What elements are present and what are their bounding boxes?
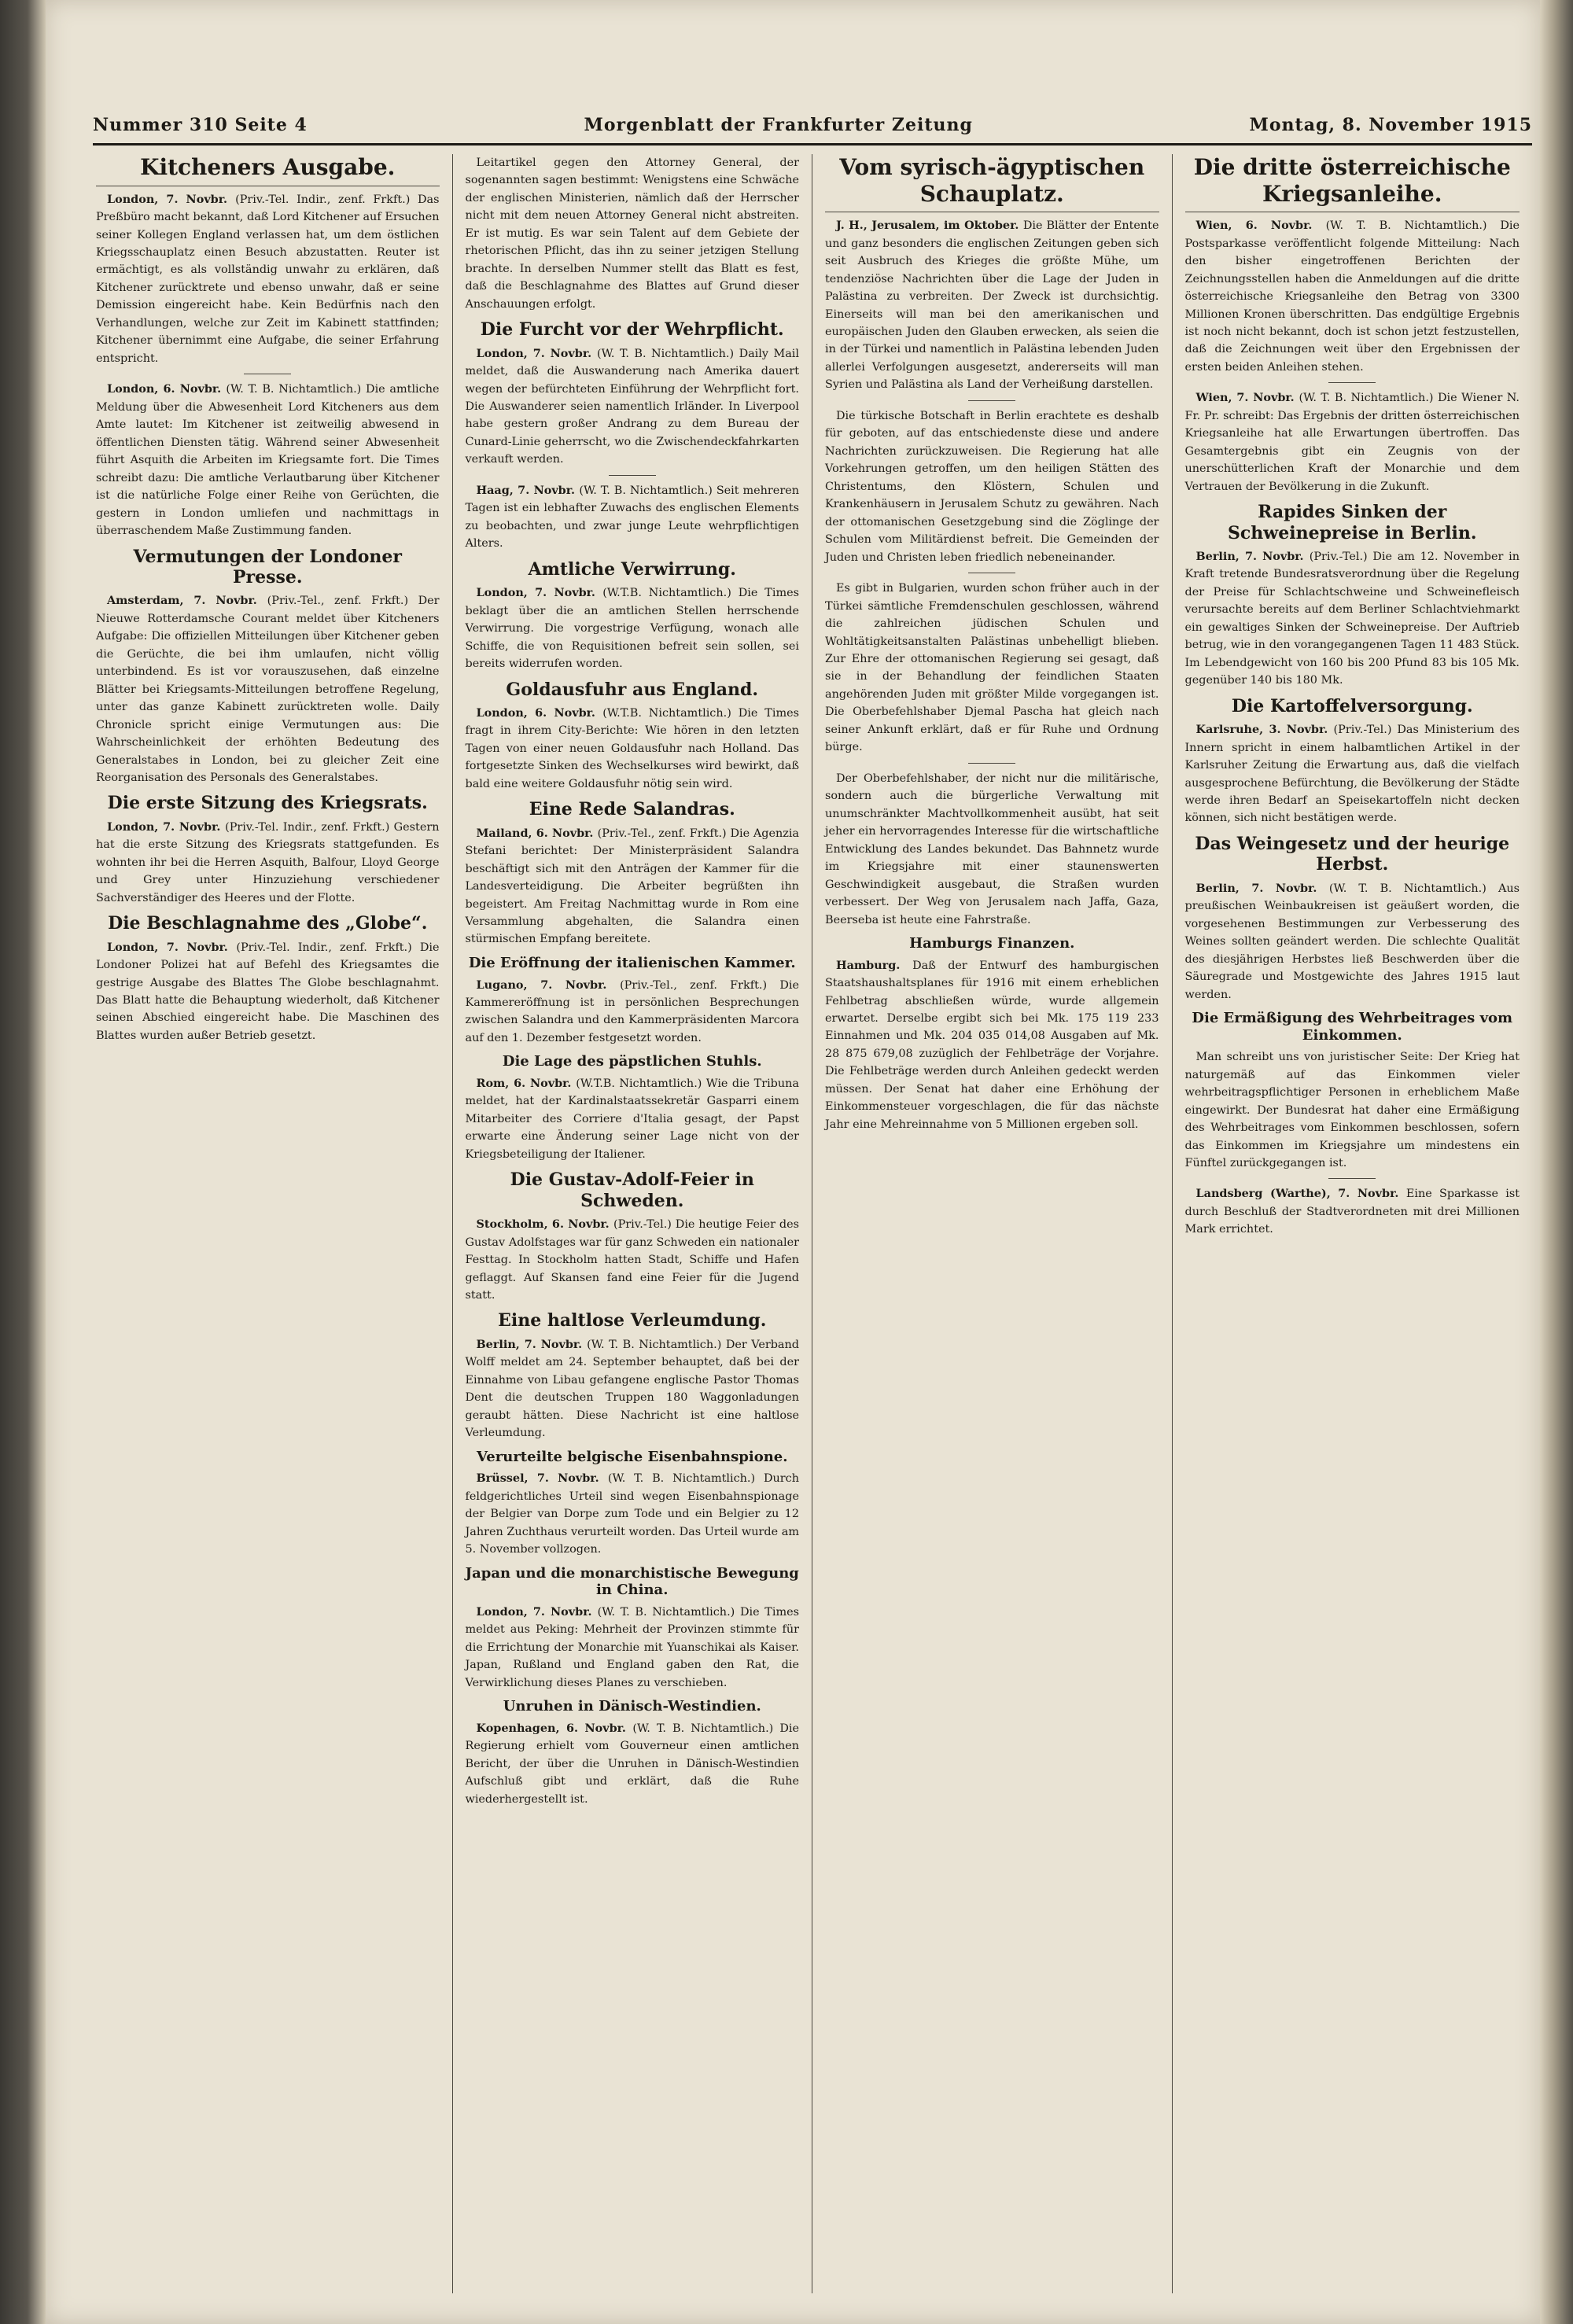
article-dateline: Amsterdam, 7. Novbr. xyxy=(107,594,267,608)
article-source: (W. T. B. Nichtamtlich.) xyxy=(1328,882,1498,895)
article-text: Der Nieuwe Rotterdamsche Courant meldet über Kitcheners Aufgabe: Die offiziellen Mitteilungen über Kitchener geben die Gerüchte, die bei ihm umlaufen, nicht völlig unterbindend. Es ist vor vorauszusehen, daß einzelne Blätter bei Kriegsamts-Mitteilungen betroffene Regelung, unter das ganze Kabinett zurücktreten wolle. Daily Chronicle spricht einige Vermutungen aus: Die Wahrscheinlichkeit der erhöhten Bedeutung des Generalstabes in London, bei zu gleicher Zeit eine Reorganisation des Personals des Generalstabes. xyxy=(96,595,440,784)
article-text: Die Times beklagt über die an amtlichen Stellen herrschende Verwirrung. Die vorgestrige Verfügung, wonach alle Schiffe, die von Requisitionen befreit sein sollen, sei bereits widerrufen worden. xyxy=(465,587,799,671)
article-body xyxy=(466,154,800,313)
article-text: Leitartikel gegen den Attorney General, der sogenannten sagen bestimmt: Wenigstens eine Schwäche der englischen Ministerien, nämlich daß der Herrscher nicht mit dem neuen Attorney General nicht abstreiten. Er ist mutig. Es war sein Talent auf dem Gebiete der rhetorischen Pflicht, das ihn zu seiner jetzigen Stellung brachte. In derselben Nummer stellt das Blatt es fest, daß die Beschlagnahme des Blattes auf Grund dieser Anschauungen erfolgt. xyxy=(465,157,799,311)
article-body xyxy=(825,407,1159,566)
article-body xyxy=(96,939,440,1045)
article-headline: Verurteilte belgische Eisenbahnspione. xyxy=(476,1448,788,1465)
article-text: Die Times fragt in ihrem City-Berichte: Wie hören in den letzten Tagen von einer neuen Goldausfuhr nach Holland. Das fortgesetzte Sinken des Wechselkurses wird bewirkt, daß bald eine weitere Goldausfuhr nötig sein wird. xyxy=(465,706,799,790)
article-source: (Priv.-Tel.) xyxy=(1333,724,1398,737)
article xyxy=(1185,382,1520,495)
article xyxy=(825,935,1159,1133)
article xyxy=(466,1565,800,1692)
article-body xyxy=(96,592,440,786)
article xyxy=(466,319,800,469)
article-text: Der Oberbefehlshaber, der nicht nur die militärische, sondern auch die bürgerliche Verwaltung mit unumschränkter Machtvollkommenheit ausübt, hat seit jeher ein hervorragendes Interesse für die wirtschaftliche Entwicklung des Landes bekundet. Das Bahnnetz wurde im Kriegsjahre mit einer staunenswerten Geschwindigkeit ausgebaut, die Straßen wurden verbessert. Der Weg von Jerusalem nach Jaffa, Gaza, Beerseba ist heute eine Fahrstraße. xyxy=(825,772,1159,926)
article xyxy=(466,1053,800,1163)
article-text: Durch feldgerichtliches Urteil sind wegen Eisenbahnspionage der Belgier van Dorpe zum Tode und ein Belgier zu 12 Jahren Zuchthaus verurteilt worden. Das Urteil wurde am 5. November vollzogen. xyxy=(465,1472,799,1556)
article-text: Die Londoner Polizei hat auf Befehl des Kriegsamtes die gestrige Ausgabe des Blattes The Globe beschlagnahmt. Das Blatt hatte die Behauptung wiederholt, daß Kitchener seinen Abschied eingereicht habe. Die Maschinen des Blattes wurden außer Betrieb gesetzt. xyxy=(96,941,440,1042)
article-dateline: Haag, 7. Novbr. xyxy=(476,483,580,497)
article-dateline: Wien, 6. Novbr. xyxy=(1195,219,1326,233)
article-text: Die Wiener N. Fr. Pr. schreibt: Das Ergebnis der dritten österreichischen Kriegsanleihe hat alle Erwartungen übertroffen. Das Gesamtergebnis gibt ein Zeugnis von der unerschütterlichen Kraft der Monarchie und dem Vertrauen der Bevölkerung in die Zukunft. xyxy=(1184,392,1520,493)
article xyxy=(1185,154,1520,376)
article-text: Eine Sparkasse ist durch Beschluß der Stadtverordneten mit drei Millionen Mark errichtet. xyxy=(1184,1188,1520,1236)
article xyxy=(825,400,1159,566)
article-text: Die Times meldet aus Peking: Mehrheit der Provinzen stimmte für die Errichtung der Monarchie mit Yuanschikai als Kaiser. Japan, Rußland und England gaben den Rat, die Verwirklichung dieses Planes zu verschieben. xyxy=(465,1605,800,1689)
article-source: (W. T. B. Nichtamtlich.) xyxy=(632,1722,780,1735)
article-dateline: London, 7. Novbr. xyxy=(476,586,603,600)
article-headline: Die Ermäßigung des Wehrbeitrages vom Einkommen. xyxy=(1192,1010,1513,1044)
article-source: (W. T. B. Nichtamtlich.) xyxy=(1325,219,1501,233)
article-dateline: London, 7. Novbr. xyxy=(107,819,226,834)
article-body xyxy=(466,584,800,672)
article xyxy=(1185,1010,1520,1172)
article-source: (Priv.-Tel., zenf. Frkft.) xyxy=(267,595,418,608)
article xyxy=(466,680,800,794)
article-dateline: London, 7. Novbr. xyxy=(476,1604,598,1619)
article xyxy=(96,547,440,787)
column-1 xyxy=(93,154,453,2293)
article-body xyxy=(825,217,1159,394)
article-separator xyxy=(1328,382,1376,383)
article-body xyxy=(1185,389,1520,495)
article xyxy=(466,559,800,673)
book-binding xyxy=(0,0,46,2324)
article xyxy=(466,1698,800,1808)
article-dateline: London, 7. Novbr. xyxy=(107,940,237,954)
article-dateline: London, 6. Novbr. xyxy=(107,382,227,396)
article-dateline: London, 7. Novbr. xyxy=(476,346,597,360)
article-headline: Die Lage des päpstlichen Stuhls. xyxy=(502,1053,762,1070)
article-source: (W. T. B. Nichtamtlich.) xyxy=(579,484,717,497)
article-source: (Priv.-Tel., zenf. Frkft.) xyxy=(597,827,731,840)
article xyxy=(1185,834,1520,1004)
article-body xyxy=(1185,1048,1520,1172)
article-source: (W.T.B. Nichtamtlich.) xyxy=(576,1077,706,1090)
article-body xyxy=(96,191,440,368)
article-body xyxy=(466,1336,800,1442)
article-headline: Eine Rede Salandras. xyxy=(529,799,735,820)
article-headline: Rapides Sinken der Schweinepreise in Berlin. xyxy=(1228,502,1477,543)
article-body xyxy=(825,770,1159,929)
article-dateline: Wien, 7. Novbr. xyxy=(1195,391,1299,405)
newspaper-title: Morgenblatt der Frankfurter Zeitung xyxy=(584,115,973,135)
article xyxy=(466,955,800,1047)
article-text: Das Ministerium des Innern spricht in einem halbamtlichen Artikel in der Karlsruher Zeitung die Erwartung aus, daß die vielfach ausgesprochene Befürchtung, die Bevölkerung der Städte werde ihren Bedarf an Speisekartoffeln nicht decken können, sich nicht bestätigen werde. xyxy=(1184,724,1520,825)
article-text: Die am 12. November in Kraft tretende Bundesratsverordnung über die Regelung der Preise für Schlachtschweine und Schweinefleisch verursachte bereits auf dem Berliner Schlachtviehmarkt ein gewaltiges Sinken der Schweinepreise. Der Auftrieb betrug, wie in den vorangegangenen Tagen 11 483 Stück. Im Lebendgewicht von 160 bis 200 Pfund 83 bis 105 Mk. gegenüber 140 bis 180 Mk. xyxy=(1184,551,1520,687)
article-columns xyxy=(93,154,1532,2293)
article-dateline: London, 7. Novbr. xyxy=(107,192,236,206)
article xyxy=(466,1169,800,1304)
article xyxy=(1185,502,1520,690)
article-headline: Eine haltlose Verleumdung. xyxy=(498,1310,767,1331)
article-body xyxy=(466,1470,800,1558)
article xyxy=(825,763,1159,929)
newspaper-page xyxy=(46,0,1540,2324)
article xyxy=(466,1310,800,1442)
article-dateline: Berlin, 7. Novbr. xyxy=(476,1337,588,1351)
article-dateline: Rom, 6. Novbr. xyxy=(476,1076,577,1090)
article-body xyxy=(466,705,800,793)
column-4 xyxy=(1173,154,1533,2293)
article-text: Die türkische Botschaft in Berlin erachtete es deshalb für geboten, auf das entschiedenste diese und andere Nachrichten zurückzuweisen. Die Regierung hat alle Vorkehrungen getroffen, um den heiligen Stätten des Christentums, den Klöstern, Schulen und Krankenhäusern in Jerusalem Schutz zu gewähren. Nach der ottomanischen Gesetzgebung sind die Zöglinge der Schulen vom Militärdienst befreit. Die Gemeinden der Juden und Christen leben friedlich nebeneinander. xyxy=(825,409,1159,564)
article xyxy=(466,475,800,553)
article-text: Die amtliche Meldung über die Abwesenheit Lord Kitcheners aus dem Amte lautet: Im Kitchener ist zeitweilig abwesend in öffentlichen Diensten tätig. Während seiner Abwesenheit führt Asquith die Arbeiten im Kriegsamte fort. Die Times schreibt dazu: Die amtliche Verlautbarung über Kitchener ist die natürliche Folge einer Reihe von Gerüchten, die gestern in London umliefen und nachmittags in überraschendem Maße Zustimmung fanden. xyxy=(96,383,440,538)
article-body xyxy=(466,1216,800,1304)
article-headline: Das Weingesetz und der heurige Herbst. xyxy=(1195,833,1510,875)
article-separator xyxy=(968,763,1015,764)
article xyxy=(96,913,440,1044)
article-body xyxy=(96,819,440,907)
article-body xyxy=(1185,1185,1520,1238)
article-body xyxy=(96,381,440,540)
article-dateline: London, 6. Novbr. xyxy=(476,705,603,720)
article-text: Der Verband Wolff meldet am 24. September behauptet, daß bei der Einnahme von Libau gefangene englische Pastor Thomas Dent die deutschen Truppen 180 Waggonladungen geraubt hätten. Diese Nachricht ist eine haltlose Verleumdung. xyxy=(465,1338,799,1440)
article-body xyxy=(1185,217,1520,376)
article-dateline: J. H., Jerusalem, im Oktober. xyxy=(836,219,1023,233)
column-3 xyxy=(812,154,1173,2293)
article-source: (Priv.-Tel.) xyxy=(613,1218,676,1232)
article-headline: Vermutungen der Londoner Presse. xyxy=(133,546,402,587)
article xyxy=(1185,1178,1520,1238)
article-separator xyxy=(1328,1178,1376,1179)
article xyxy=(96,793,440,907)
article-text: Daß der Entwurf des hamburgischen Staatshaushaltsplanes für 1916 mit einem erheblichen Fehlbetrag abschließen würde, wurde allgemein erwartet. Derselbe ergibt sich bei Mk. 175 119 233 Einnahmen und Mk. 204 035 014,08 Ausgaben auf Mk. 28 875 679,08 zuzüglich der Fehlbeträge der Vorjahre. Die Fehlbeträge werden durch Anleihen gedeckt werden müssen. Der Senat hat daher eine Erhöhung der Einkommensteuer vorgeschlagen, die für das nächste Jahr eine Mehreinnahme von 5 Millionen ergeben soll. xyxy=(825,959,1159,1131)
article-text: Das Preßbüro macht bekannt, daß Lord Kitchener auf Ersuchen seiner Kollegen England verlassen hat, um dem östlichen Kriegsschauplatz einen Besuch abzustatten. Reuter ist ermächtigt, es als vollständig unwahr zu erklären, daß Kitchener zurücktrete und ebenso unwahr, daß er seine Demission eingereicht habe. Kein Bedürfnis nach den Verhandlungen, welche zur Zeit im Kabinett stattfinden; Kitchener übernimmt eine Aufgabe, die seiner Erfahrung entspricht. xyxy=(96,193,440,365)
article-headline: Kitcheners Ausgabe. xyxy=(96,154,440,186)
article-source: (W. T. B. Nichtamtlich.) xyxy=(597,1605,740,1619)
article xyxy=(466,1449,800,1559)
article-body xyxy=(466,1604,800,1692)
article-dateline: Brüssel, 7. Novbr. xyxy=(476,1471,608,1486)
article-body xyxy=(466,482,800,553)
article-source: (Priv.-Tel.) xyxy=(1309,551,1373,563)
article-body xyxy=(825,580,1159,757)
article-dateline: Hamburg. xyxy=(836,958,913,972)
article-headline: Hamburgs Finanzen. xyxy=(909,935,1075,952)
article-dateline: Berlin, 7. Novbr. xyxy=(1195,881,1329,895)
article-source: (Priv.-Tel. Indir., zenf. Frkft.) xyxy=(225,820,394,834)
article-text: Daily Mail meldet, daß die Auswanderung nach Amerika dauert wegen der befürchteten Einführung der Wehrpflicht fort. Die Auswanderer seien namentlich Irländer. In Liverpool habe gestern großer Andrang zu dem Bureau der Cunard-Linie geherrscht, wo die Zwischendeckfahrkarten verkauft werden. xyxy=(465,347,799,466)
article-separator xyxy=(609,475,656,476)
issue-number: Nummer 310 Seite 4 xyxy=(93,115,308,135)
article xyxy=(825,573,1159,757)
article xyxy=(1185,696,1520,827)
article-source: (W. T. B. Nichtamtlich.) xyxy=(226,383,367,396)
article-dateline: Stockholm, 6. Novbr. xyxy=(476,1217,613,1232)
page-edge xyxy=(1540,0,1573,2324)
article-dateline: Kopenhagen, 6. Novbr. xyxy=(476,1721,633,1735)
article-text: Die heutige Feier des Gustav Adolfstages war für ganz Schweden ein nationaler Festtag. In Stockholm hatten Stadt, Schiffe und Hafen geflaggt. Auf Skansen fand eine Feier für die Jugend statt. xyxy=(465,1218,800,1302)
article-text: Die Blätter der Entente und ganz besonders die englischen Zeitungen geben sich seit Ausbruch des Krieges die größte Mühe, um tendenziöse Nachrichten über die Lage der Juden in Palästina zu verbreiten. Der Zweck ist durchsichtig. Einerseits will man bei den amerikanischen und europäischen Juden den Glauben erwecken, als seien die in der Türkei und namentlich in Palästina lebenden Juden allerlei Verfolgungen ausgesetzt, andererseits will man Syrien und Palästina als Land der Verheißung darstellen. xyxy=(825,219,1159,392)
article-headline: Die Gustav-Adolf-Feier in Schweden. xyxy=(510,1169,754,1211)
page-header xyxy=(93,107,1532,145)
article-dateline: Berlin, 7. Novbr. xyxy=(1195,550,1310,563)
article-dateline: Mailand, 6. Novbr. xyxy=(476,826,598,840)
article-text: Die Kammereröffnung ist in persönlichen Besprechungen zwischen Salandra und den Kammerpräsidenten Marcora auf den 1. Dezember festgesetzt worden. xyxy=(465,978,799,1044)
article-dateline: Karlsruhe, 3. Novbr. xyxy=(1195,723,1334,737)
article-text: Wie die Tribuna meldet, hat der Kardinalstaatssekretär Gasparri einem Mitarbeiter des Corriere d'Italia gesagt, der Papst erwarte eine Änderung seiner Lage nicht von der Kriegsbeteiligung der Italiener. xyxy=(465,1077,799,1161)
article xyxy=(466,154,800,313)
article-headline: Die Eröffnung der italienischen Kammer. xyxy=(468,954,796,971)
article-headline: Unruhen in Dänisch-Westindien. xyxy=(503,1698,761,1715)
article xyxy=(466,799,800,948)
issue-date: Montag, 8. November 1915 xyxy=(1249,115,1532,135)
article-headline: Amtliche Verwirrung. xyxy=(528,558,736,580)
article-text: Seit mehreren Tagen ist ein lebhafter Zuwachs des englischen Elements zu beobachten, und zwar junge Leute wehrpflichtigen Alters. xyxy=(465,484,799,551)
article-body xyxy=(466,1720,800,1808)
article-text: Gestern hat die erste Sitzung des Kriegsrats stattgefunden. Es wohnten ihr bei die Herren Asquith, Balfour, Lloyd George und Grey unter Hinzuziehung verschiedener Sachverständiger des Heeres und der Flotte. xyxy=(96,820,440,904)
article-source: (Priv.-Tel., zenf. Frkft.) xyxy=(620,978,780,992)
article-body xyxy=(466,977,800,1048)
article-text: Die Regierung erhielt vom Gouverneur einen amtlichen Bericht, der über die Unruhen in Dänisch-Westindien Aufschluß gibt und erklärt, daß die Ruhe wiederhergestellt ist. xyxy=(465,1722,799,1806)
article-body xyxy=(466,345,800,469)
article-text: Es gibt in Bulgarien, wurden schon früher auch in der Türkei sämtliche Fremdenschulen geschlossen, während die zahlreichen jüdischen Schulen und Wohltätigkeitsanstalten Palästinas unbehelligt blieben. Zur Ehre der ottomanischen Regierung sei gesagt, daß sie in der Behandlung der feindlichen Staaten angehörenden Juden mit größter Milde vorgegangen ist. Die Oberbefehlshaber Djemal Pascha hat gleich nach seiner Ankunft erklärt, daß er für Ruhe und Ordnung bürge. xyxy=(825,582,1159,754)
article-body xyxy=(825,957,1159,1134)
article-source: (Priv.-Tel. Indir., zenf. Frkft.) xyxy=(235,193,418,206)
column-2 xyxy=(453,154,813,2293)
article-headline: Die Furcht vor der Wehrpflicht. xyxy=(480,319,784,341)
article-source: (W. T. B. Nichtamtlich.) xyxy=(587,1338,726,1351)
article-source: (W. T. B. Nichtamtlich.) xyxy=(1299,392,1438,405)
article-source: (Priv.-Tel. Indir., zenf. Frkft.) xyxy=(236,941,420,954)
article-body xyxy=(1185,880,1520,1004)
article-text: Aus preußischen Weinbaukreisen ist geäußert worden, die vorgesehenen Bestimmungen zur Verbesserung des Weines sollten geändert werden. Die schlechte Qualität des diesjährigen Herbstes ließ Beschwerden über die Säuregrade und Mostgewichte des Jahres 1915 laut werden. xyxy=(1184,882,1520,1001)
article-dateline: Lugano, 7. Novbr. xyxy=(476,978,621,992)
article-separator xyxy=(968,400,1015,401)
article-text: Die Agenzia Stefani berichtet: Der Ministerpräsident Salandra beschäftigt sich mit den Anträgen der Kammer für die Landesverteidigung. Die Arbeiter begrüßten ihn begeistert. Am Freitag Nachmittag wurde in Rom eine Versammlung abgehalten, die Salandra einen stürmischen Empfang bereitete. xyxy=(465,827,800,946)
article-source: (W. T. B. Nichtamtlich.) xyxy=(607,1472,764,1486)
article-headline: Japan und die monarchistische Bewegung in China. xyxy=(465,1564,799,1599)
article-headline: Goldausfuhr aus England. xyxy=(506,679,759,700)
article-body xyxy=(1185,721,1520,827)
article-source: (W.T.B. Nichtamtlich.) xyxy=(602,706,739,720)
article-headline: Die dritte österreichische Kriegsanleihe. xyxy=(1185,154,1520,212)
article-headline: Die erste Sitzung des Kriegsrats. xyxy=(107,793,428,814)
article-headline: Die Kartoffelversorgung. xyxy=(1231,695,1473,716)
article-headline: Vom syrisch-ägyptischen Schauplatz. xyxy=(825,154,1159,212)
article-body xyxy=(1185,548,1520,690)
article xyxy=(96,154,440,367)
article-source: (W.T.B. Nichtamtlich.) xyxy=(602,587,739,600)
article xyxy=(825,154,1159,394)
article xyxy=(96,374,440,540)
article-body xyxy=(466,1075,800,1163)
article-text: Man schreibt uns von juristischer Seite: Der Krieg hat naturgemäß auf das Einkommen vieler wehrbeitragspflichtiger Personen in erheblichem Maße eingewirkt. Der Bundesrat hat daher eine Ermäßigung des Wehrbeitrages vom Einkommen beschlossen, sofern das Einkommen im Kriegsjahre um mindestens ein Fünftel zurückgegangen ist. xyxy=(1184,1051,1520,1170)
article-source: (W. T. B. Nichtamtlich.) xyxy=(596,347,739,360)
article-text: Die Postsparkasse veröffentlicht folgende Mitteilung: Nach den bisher eingetroffenen Berichten der Zeichnungsstellen haben die Anmeldungen auf die dritte österreichische Kriegsanleihe den Betrag von 3300 Millionen Kronen überschritten. Das endgültige Ergebnis ist noch nicht bekannt, doch ist schon jetzt festzustellen, daß die Zeichnungen weit über den Ergebnissen der ersten beiden Anleihen stehen. xyxy=(1184,219,1520,374)
article-headline: Die Beschlagnahme des „Globe“. xyxy=(108,913,428,934)
article-body xyxy=(466,825,800,948)
article-dateline: Landsberg (Warthe), 7. Novbr. xyxy=(1195,1187,1406,1201)
